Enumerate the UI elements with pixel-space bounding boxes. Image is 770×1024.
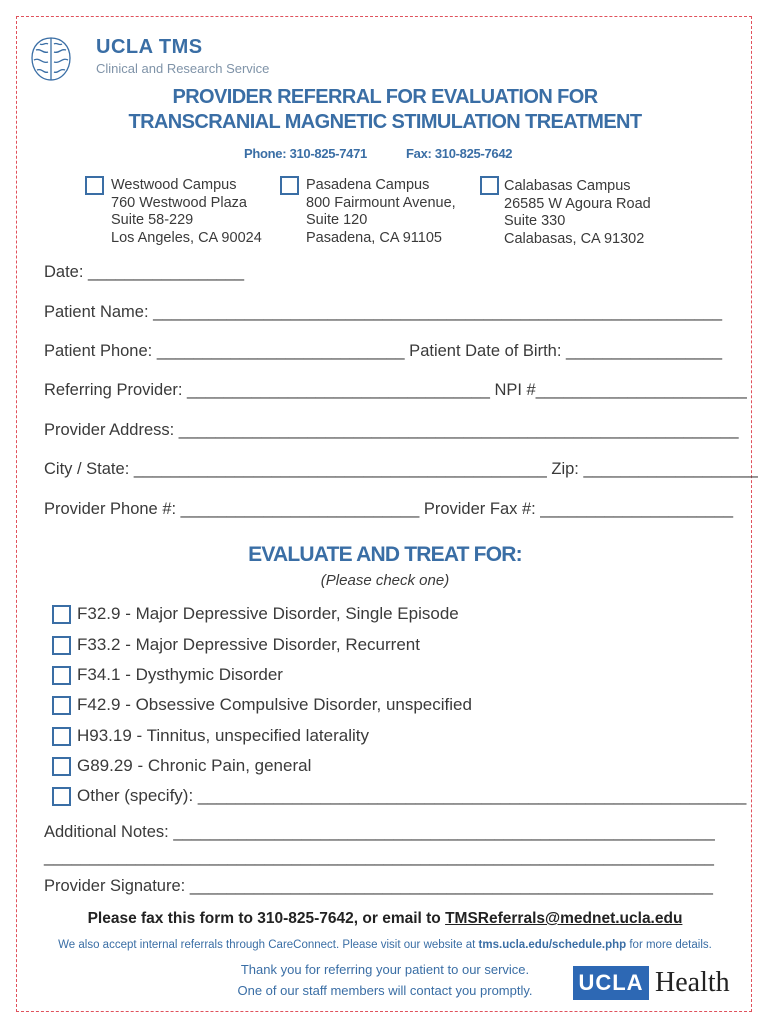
option-f33-2: F33.2 - Major Depressive Disorder, Recurrent [77,635,420,654]
brain-icon [28,34,74,84]
campus-calabasas [504,178,651,248]
campus-city: Pasadena, CA 91105 [306,229,442,246]
checkbox-other[interactable] [52,787,71,806]
provider-signature-field[interactable]: Provider Signature: _________________________________________________________ [44,877,713,895]
patient-name-field[interactable]: Patient Name: ______________________________________________________________ [44,303,723,321]
thanks-line1: Thank you for referring your patient to our service. [240,962,530,977]
logo-title: UCLA TMS [96,36,203,58]
campus-suite: Suite 120 [306,212,368,228]
city-state-zip-field[interactable]: City / State: _____________________________________________ Zip: ___________________ [44,460,758,478]
date-field[interactable]: Date: _________________ [44,263,245,281]
campus-name: Calabasas Campus [504,178,631,194]
campus-street: 760 Westwood Plaza [111,194,247,211]
phone-number: Phone: 310-825-7471 [244,146,367,161]
checkbox-f42-9[interactable] [52,696,71,715]
option-f34-1: F34.1 - Dysthymic Disorder [77,665,283,684]
option-other[interactable]: Other (specify): __________________________________________________________ [77,786,747,805]
patient-phone-dob-field[interactable]: Patient Phone: ___________________________ Patient Date of Birth: _________________ [44,342,723,360]
campus-name: Westwood Campus [111,177,237,193]
campus-name: Pasadena Campus [306,177,430,193]
campus-westwood [111,177,262,247]
form-title-line2: TRANSCRANIAL MAGNETIC STIMULATION TREATMENT [128,111,642,133]
careconnect-tail: for more details. [626,939,712,951]
option-h93-19: H93.19 - Tinnitus, unspecified laterality [77,726,369,745]
checkbox-f34-1[interactable] [52,666,71,685]
checkbox-pasadena[interactable] [280,176,299,195]
schedule-link[interactable]: tms.ucla.edu/schedule.php [478,939,627,951]
fax-instructions [0,910,770,928]
careconnect-text: We also accept internal referrals through CareConnect. Please visit our website at [58,939,479,951]
checkbox-westwood[interactable] [85,176,104,195]
fax-number: Fax: 310-825-7642 [406,146,513,161]
referring-provider-npi-field[interactable]: Referring Provider: _________________________________ NPI #_______________________ [44,381,747,399]
campus-suite: Suite 58-229 [111,212,194,228]
campus-pasadena [306,177,456,247]
referral-email-link[interactable]: TMSReferrals@mednet.ucla.edu [445,910,683,927]
fax-instructions-text: Please fax this form to 310-825-7642, or email to [87,910,446,927]
section-title: EVALUATE AND TREAT FOR: [248,543,522,566]
checkbox-calabasas[interactable] [480,176,499,195]
campus-city: Calabasas, CA 91302 [504,230,645,247]
option-g89-29: G89.29 - Chronic Pain, general [77,756,312,775]
provider-phone-fax-field[interactable]: Provider Phone #: __________________________ Provider Fax #: _____________________ [44,500,734,518]
option-f42-9: F42.9 - Obsessive Compulsive Disorder, unspecified [77,695,472,714]
campus-city: Los Angeles, CA 90024 [111,229,262,246]
ucla-health-logo-word: Health [655,967,730,998]
section-subtitle: (Please check one) [320,572,450,589]
form-title-line1: PROVIDER REFERRAL FOR EVALUATION FOR [172,86,598,108]
provider-address-field[interactable]: Provider Address: _____________________________________________________________ [44,421,739,439]
careconnect-note [0,939,770,951]
logo-subtitle: Clinical and Research Service [96,61,270,76]
campus-suite: Suite 330 [504,213,566,229]
additional-notes-line2[interactable]: _________________________________________________________________________ [44,848,714,866]
ucla-health-logo-badge: UCLA [573,966,649,1000]
checkbox-f33-2[interactable] [52,636,71,655]
campus-street: 26585 W Agoura Road [504,195,651,212]
thanks-line2: One of our staff members will contact you promptly. [237,983,533,998]
campus-street: 800 Fairmount Avenue, [306,194,456,211]
additional-notes-field[interactable]: Additional Notes: ___________________________________________________________ [44,823,715,841]
checkbox-h93-19[interactable] [52,727,71,746]
checkbox-f32-9[interactable] [52,605,71,624]
option-f32-9: F32.9 - Major Depressive Disorder, Single Episode [77,604,459,623]
checkbox-g89-29[interactable] [52,757,71,776]
